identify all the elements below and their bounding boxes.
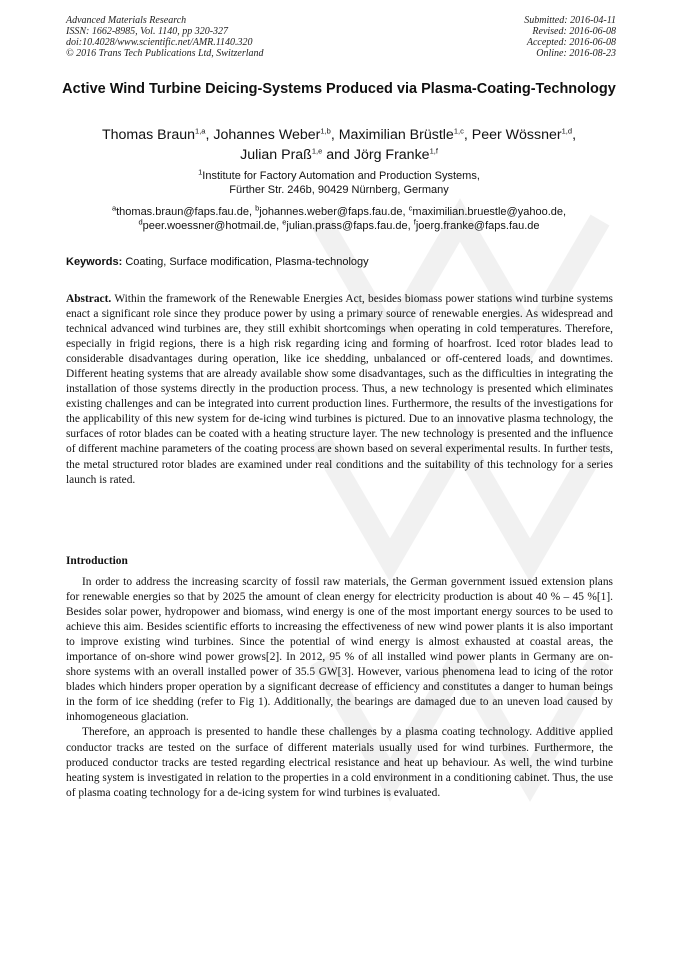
affiliation [60, 167, 618, 197]
author-name: Thomas Braun [101, 127, 196, 143]
author-name: Maximilian Brüstle [338, 127, 454, 143]
author-sup: 1,a [195, 126, 206, 136]
affiliation-sup: 1 [198, 167, 203, 177]
email-link[interactable]: johannes.weber@faps.fau.de, [259, 206, 406, 218]
journal-info [66, 15, 264, 59]
introduction-paragraph: In order to address the increasing scarcity of fossil raw materials, the German government issued extension plans for renewable energies so that by 2025 the amount of clean energy for electricity production is about 40 % – 45 %[1]. Besides solar power, hydropower and biomass, wind energy is one of the most important energy sources to be used to achieve this aim. Besides scientific efforts to increasing the effectiveness of new wind power plants it is also important to improve existing wind turbines. Since the potential of wind energy is almost exhausted at coastal areas, the importance of on-shore wind power grows[2]. In 2012, 95 % of all installed wind power plants in Germany are on-shore systems with an overall installed power of 35.5 GW[3]. However, various phenomena lead to icing of the rotor blades which hinders proper operation by a significant decrease of efficiency and constitutes a danger to human beings in the form of ice shedding (refer to Fig 1). Additionally, the bearings are damaged due to an uneven load caused by inhomogeneous glaciation. [66, 576, 613, 724]
date-online: Online: 2016-08-23 [536, 48, 616, 59]
author-name: Peer Wössner [471, 127, 562, 143]
date-accepted: Accepted: 2016-06-08 [526, 37, 616, 48]
email-sup: f [413, 216, 416, 226]
introduction-paragraph: Therefore, an approach is presented to handle these challenges by a plasma coating technology. Additive applied conductor tracks are tested on the surface of different materials usually used for wind turbines. Furthermore, the produced conductor tracks are tested regarding electrical resistance and heat up behaviour. As well, the wind turbine heating system is investigated in relation to the properties in a cold environment in a conditioning cabinet. Thus, the use of plasma coating technology for a de-icing system for wind turbines is evaluated. [66, 726, 613, 799]
affiliation-line: Institute for Factory Automation and Production Systems, [202, 170, 480, 182]
journal-name: Advanced Materials Research [66, 15, 187, 26]
email-link[interactable]: maximilian.bruestle@yahoo.de, [412, 206, 567, 218]
email-link[interactable]: thomas.braun@faps.fau.de, [116, 206, 253, 218]
publication-dates [524, 15, 616, 59]
email-sup: c [408, 203, 413, 213]
author-sup: 1,b [320, 126, 331, 136]
date-revised: Revised: 2016-06-08 [532, 26, 616, 37]
keywords-label: Keywords: [66, 256, 123, 268]
email-sup: d [138, 216, 143, 226]
author-name: Jörg Franke [353, 147, 430, 163]
author-sup: 1,e [311, 146, 323, 156]
author-sup: 1,c [453, 126, 464, 136]
introduction-body [66, 575, 613, 801]
journal-doi: doi:10.4028/www.scientific.net/AMR.1140.320 [66, 37, 253, 48]
date-submitted: Submitted: 2016-04-11 [524, 15, 616, 26]
author-emails [40, 203, 638, 233]
author-sup: 1,f [429, 146, 438, 156]
journal-issn: ISSN: 1662-8985, Vol. 1140, pp 320-327 [66, 26, 229, 37]
abstract [66, 292, 613, 488]
email-link[interactable]: julian.prass@faps.fau.de, [286, 219, 411, 232]
introduction-heading: Introduction [66, 555, 128, 567]
journal-copyright: © 2016 Trans Tech Publications Ltd, Switzerland [66, 48, 264, 59]
keywords [66, 256, 614, 269]
author-sup: 1,d [561, 126, 573, 136]
author-name: Julian Praß [240, 147, 312, 163]
paper-title: Active Wind Turbine Deicing-Systems Produced via Plasma-Coating-Technology [62, 81, 616, 97]
abstract-text: Within the framework of the Renewable Energies Act, besides biomass power stations wind turbine systems enact a significant role since they produce power by using a primary source of renewable energies. As widespread and technical advanced wind turbines are, they still exhibit shortcomings when operating in cold temperatures. Therefore, especially in frigid regions, there is a high risk regarding icing and forming of hoarfrost. Iced rotor blades lead to considerable disadvantages during operation, like ice shedding, unbalanced or off-centered loads, and downtimes. Different heating systems that are already available show some disadvantages, such as the difficulties in integrating the installation of those systems directly in the production process. Thus, a new technology is presented which eliminates existing challenges and can be integrated into current production lines. Furthermore, the results of the investigations for the applicability of this new system for de-icing wind turbines is pictured. Due to an innovative plasma technology, the surfaces of rotor blades can be coated with a heating structure layer. The new technology is presented and the influence of different machine parameters of the coating process are shown based on several experimental results. In further tests, the metal structured rotor blades are examined under real conditions and the suitability of this technology for a series launch is rated. [66, 293, 613, 486]
email-sup: b [255, 203, 260, 213]
affiliation-address: Fürther Str. 246b, 90429 Nürnberg, Germany [229, 183, 449, 196]
author-name: Johannes Weber [213, 127, 321, 143]
email-sup: a [111, 203, 117, 213]
email-link[interactable]: joerg.franke@faps.fau.de [415, 219, 540, 232]
author-list: Thomas Braun$^{1,a}$, Johannes Weber$^{1,b}$, Maximilian Brüstle$^{1,c}$, Peer Wössner$^{1,d}$, Julian Praß$^{1,e}$ and Jörg Franke$^{1,f}$ [101, 126, 577, 163]
email-sup: e [282, 216, 287, 226]
abstract-label: Abstract. [66, 293, 112, 305]
keywords-text: Coating, Surface modification, Plasma-technology [125, 256, 369, 268]
email-link[interactable]: peer.woessner@hotmail.de, [142, 219, 280, 232]
